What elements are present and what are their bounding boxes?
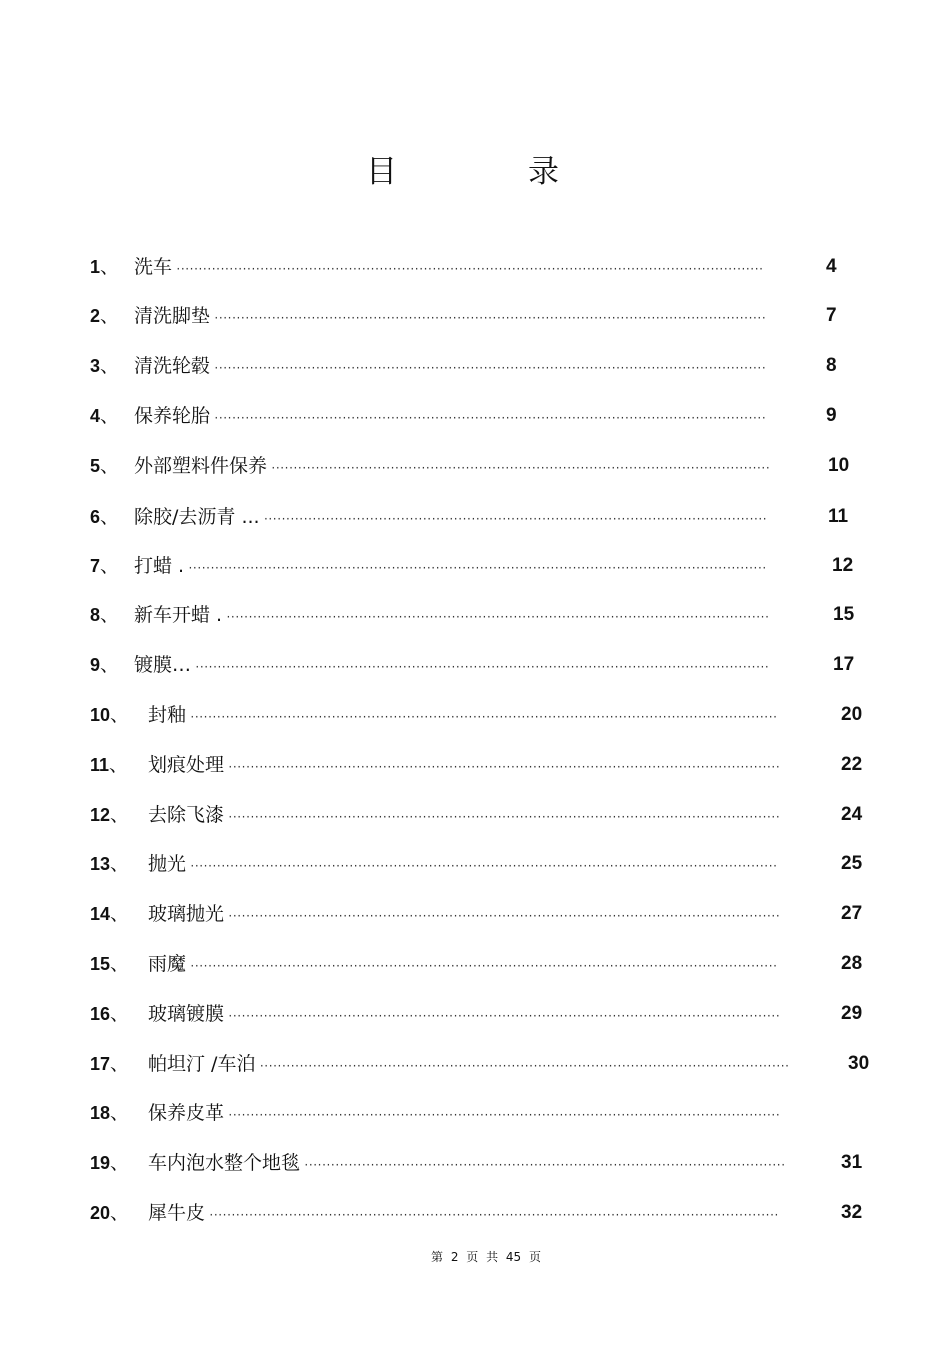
toc-entry-page-number: 25 <box>841 853 863 874</box>
toc-entry-title: 清洗脚垫 ····· <box>134 301 765 333</box>
toc-entry-number <box>90 652 119 678</box>
toc-entry-number <box>90 1051 129 1077</box>
toc-entry-title: 玻璃抛光 ····· <box>148 899 780 931</box>
toc-entry-separator: 、 <box>110 1053 130 1075</box>
toc-entry[interactable] <box>0 451 950 481</box>
toc-entry-page-number: 30 <box>848 1053 870 1074</box>
toc-entry[interactable] <box>0 849 950 879</box>
toc-entry-title: 划痕处理 ····· <box>148 750 780 782</box>
toc-entry-number-text: 9 <box>90 655 101 675</box>
toc-entry-title: 玻璃镀膜 ····· <box>148 999 780 1031</box>
toc-entry-separator: 、 <box>110 1003 130 1025</box>
toc-entry-page-number: 11 <box>828 506 849 527</box>
toc-entry[interactable] <box>0 401 950 431</box>
toc-entry-number <box>90 602 119 628</box>
toc-entry-page-number: 15 <box>833 604 855 625</box>
toc-entry-page-number: 12 <box>832 555 854 576</box>
toc-entry-title: 封釉 ····· <box>148 700 778 732</box>
toc-entry-separator: 、 <box>100 555 120 577</box>
toc-entry-separator: 、 <box>110 1152 130 1174</box>
toc-entry[interactable] <box>0 650 950 680</box>
toc-entry-separator: 、 <box>100 604 120 626</box>
toc-entry-page-number: 31 <box>841 1152 863 1173</box>
toc-entry[interactable] <box>0 301 950 331</box>
toc-entry-number-text: 11 <box>90 755 110 775</box>
toc-entry-separator: 、 <box>110 1202 130 1224</box>
toc-entry[interactable] <box>0 351 950 381</box>
toc-entry-page-number: 10 <box>828 455 850 476</box>
toc-entry-number <box>90 951 129 977</box>
toc-entry-number-text: 17 <box>90 1054 111 1074</box>
toc-entry-page-number: 24 <box>841 804 863 825</box>
toc-entry[interactable] <box>0 899 950 929</box>
toc-entry[interactable] <box>0 1098 950 1128</box>
toc-entry[interactable] <box>0 502 950 532</box>
toc-entry-title: 除胶/去沥青 ... ····· <box>134 502 768 534</box>
toc-entry[interactable] <box>0 600 950 630</box>
toc-entry-number-text: 10 <box>90 705 111 725</box>
toc-entry-number <box>90 1100 129 1126</box>
toc-entry-title: 打蜡 . ····· <box>134 551 768 583</box>
toc-entry-number-text: 14 <box>90 904 111 924</box>
toc-entry-page-number: 7 <box>826 305 837 326</box>
toc-entry[interactable] <box>0 949 950 979</box>
toc-entry-title: 抛光 ····· <box>148 849 778 881</box>
toc-entry-number <box>90 1150 129 1176</box>
toc-entry-number <box>90 553 119 579</box>
toc-entry-separator: 、 <box>109 754 129 776</box>
toc-entry[interactable] <box>0 700 950 730</box>
toc-entry[interactable] <box>0 1198 950 1228</box>
toc-entry-number-text: 2 <box>90 306 101 326</box>
toc-entry-number <box>90 802 129 828</box>
toc-entry-page-number: 27 <box>841 903 863 924</box>
toc-entry-number-text: 8 <box>90 605 101 625</box>
toc-entry-title: 保养轮胎 ····· <box>134 401 765 433</box>
toc-entry-page-number: 4 <box>826 256 837 277</box>
toc-entry-number-text: 16 <box>90 1004 111 1024</box>
toc-entry-title: 镀膜… ····· <box>134 650 770 682</box>
toc-entry-number <box>90 353 119 379</box>
toc-entry-separator: 、 <box>100 405 120 427</box>
toc-entry-page-number: 8 <box>826 355 837 376</box>
toc-entry[interactable] <box>0 551 950 581</box>
toc-entry[interactable] <box>0 750 950 780</box>
toc-entry-page-number: 28 <box>841 953 863 974</box>
toc-entry-number-text: 20 <box>90 1203 111 1223</box>
toc-entry-page-number: 20 <box>841 704 863 725</box>
toc-entry-number <box>90 403 119 429</box>
toc-entry-number <box>90 752 128 778</box>
toc-entry-separator: 、 <box>110 1102 130 1124</box>
toc-entry[interactable] <box>0 800 950 830</box>
page-title: 目 录 <box>366 154 609 190</box>
toc-entry-number <box>90 453 119 479</box>
toc-entry-number <box>90 1200 129 1226</box>
toc-entry-number <box>90 303 119 329</box>
toc-entry-number-text: 13 <box>90 854 111 874</box>
toc-entry-number-text: 4 <box>90 406 101 426</box>
toc-entry-number <box>90 254 119 280</box>
toc-entry-number-text: 18 <box>90 1103 111 1123</box>
toc-entry-separator: 、 <box>100 256 120 278</box>
toc-entry-number-text: 12 <box>90 805 111 825</box>
toc-entry-number <box>90 702 129 728</box>
toc-entry-title: 犀牛皮 ····· <box>148 1198 778 1230</box>
toc-entry-separator: 、 <box>110 903 130 925</box>
toc-entry-number <box>90 1001 129 1027</box>
toc-entry-separator: 、 <box>110 704 130 726</box>
toc-entry-title: 车内泡水整个地毯 ····· <box>148 1148 786 1180</box>
toc-entry[interactable] <box>0 999 950 1029</box>
toc-entry-number-text: 1 <box>90 257 101 277</box>
toc-entry-number-text: 19 <box>90 1153 111 1173</box>
toc-entry-number-text: 6 <box>90 507 101 527</box>
toc-entry[interactable] <box>0 252 950 282</box>
toc-entry-title: 外部塑料件保养 ····· <box>134 451 770 483</box>
toc-entry-separator: 、 <box>110 953 130 975</box>
toc-entry[interactable] <box>0 1049 950 1079</box>
toc-entry-separator: 、 <box>110 853 130 875</box>
toc-entry-title: 清洗轮毂 ····· <box>134 351 765 383</box>
toc-entry-number <box>90 851 129 877</box>
toc-entry-separator: 、 <box>100 305 120 327</box>
toc-entry-page-number: 17 <box>833 654 855 675</box>
toc-entry-separator: 、 <box>100 455 120 477</box>
toc-entry-title: 帕坦汀 /车泊 ····· <box>148 1049 788 1081</box>
toc-entry-page-number: 29 <box>841 1003 863 1024</box>
toc-entry-number-text: 7 <box>90 556 101 576</box>
toc-entry-number <box>90 504 119 530</box>
page-footer: 第 2 页 共 45 页 <box>431 1250 541 1264</box>
toc-entry[interactable] <box>0 1148 950 1178</box>
toc-entry-number-text: 15 <box>90 954 111 974</box>
toc-entry-number-text: 3 <box>90 356 101 376</box>
toc-entry-title: 去除飞漆 ····· <box>148 800 780 832</box>
toc-entry-title: 雨魔 ····· <box>148 949 778 981</box>
toc-entry-separator: 、 <box>100 654 120 676</box>
toc-entry-title: 洗车 ····· <box>134 252 762 284</box>
toc-entry-page-number: 32 <box>841 1202 863 1223</box>
toc-entry-number <box>90 901 129 927</box>
toc-entry-title: 新车开蜡 . ····· <box>134 600 770 632</box>
toc-entry-title: 保养皮革 ····· <box>148 1098 780 1130</box>
toc-entry-page-number: 22 <box>841 754 863 775</box>
toc-entry-page-number: 9 <box>826 405 837 426</box>
toc-entry-separator: 、 <box>100 355 120 377</box>
toc-entry-number-text: 5 <box>90 456 101 476</box>
toc-entry-separator: 、 <box>100 506 120 528</box>
toc-entry-separator: 、 <box>110 804 130 826</box>
